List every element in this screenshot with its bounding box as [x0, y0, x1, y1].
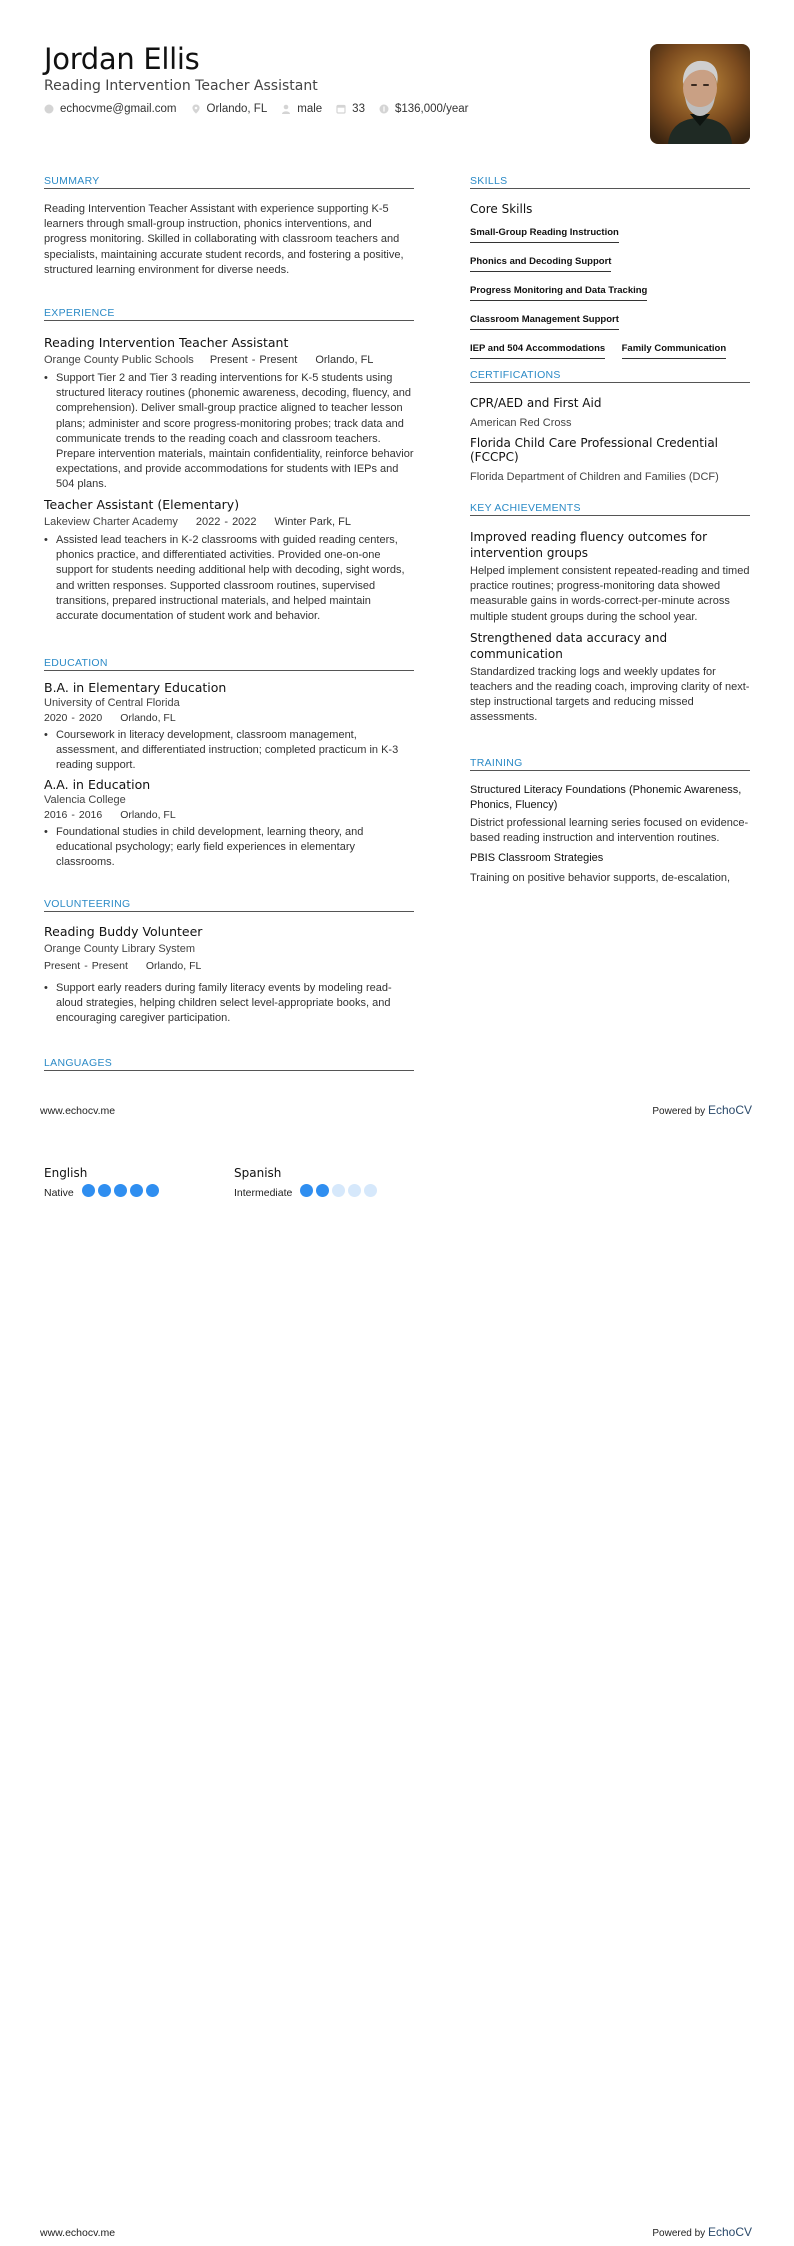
language-name: English [44, 1166, 88, 1180]
candidate-role: Reading Intervention Teacher Assistant [44, 78, 318, 94]
volunteer-title: Reading Buddy Volunteer [44, 924, 203, 939]
proficiency-dot-empty [332, 1184, 345, 1197]
training-heading: TRAINING [470, 757, 523, 769]
volunteer-meta [44, 960, 414, 972]
contact-row [44, 103, 483, 115]
proficiency-dot-empty [348, 1184, 361, 1197]
contact-email[interactable] [44, 103, 177, 115]
footer-url[interactable]: www.echocv.me [40, 2227, 116, 2239]
certification-issuer: Florida Department of Children and Families (DCF) [470, 471, 719, 483]
experience-item [44, 497, 414, 624]
skills-group-title: Core Skills [470, 202, 533, 216]
footer-powered-by [652, 1103, 752, 1117]
date-separator: - [224, 516, 229, 528]
edu-location: Orlando, FL [120, 809, 176, 821]
education-heading: EDUCATION [44, 657, 108, 669]
contact-salary [379, 103, 469, 115]
skill-tag: Small-Group Reading Instruction [470, 227, 619, 243]
candidate-name: Jordan Ellis [44, 42, 200, 76]
certifications-divider [470, 382, 750, 383]
volunteer-org: Orange County Library System [44, 943, 196, 955]
training-divider [470, 770, 750, 771]
certification-title: CPR/AED and First Aid [470, 396, 602, 410]
profile-photo [650, 44, 750, 144]
education-description: • Coursework in literacy development, classroom management, assessment, and differentiated instruction; completed practicum in K-3 reading support. [44, 728, 414, 774]
language-level: Native [44, 1187, 74, 1199]
job-description: • Assisted lead teachers in K-2 classrooms with guided reading centers, phonics practice, and differentiated activities. Provided one-on-one support for students needing additional help with decoding, sight words, and written responses. Supported classroom routines, supervised transitions, prepared instructional materials, and helped maintain accurate documentation of student work and behavior. [44, 533, 414, 624]
languages-heading: LANGUAGES [44, 1057, 113, 1069]
experience-item [44, 335, 414, 493]
date-separator: - [71, 809, 75, 821]
proficiency-dot-empty [364, 1184, 377, 1197]
contact-gender-text: male [297, 103, 323, 115]
training-text: District professional learning series focused on evidence-based reading instruction and intervention routines. [470, 817, 749, 845]
proficiency-dots [300, 1184, 380, 1202]
volunteering-item [44, 924, 414, 1027]
brand-logo: EchoCV [707, 1103, 752, 1117]
language-level-row [44, 1184, 204, 1202]
achievement-text: Helped implement consistent repeated-reading and timed practice routines; progress-monitoring data showed measurable gains in words-correct-per-minute across multiple student groups during the school year. [470, 565, 750, 623]
certification-title: Florida Child Care Professional Credential (FCCPC) [470, 436, 719, 464]
volunteer-start: Present [44, 960, 81, 972]
volunteer-description: • Support early readers during family literacy events by modeling read-aloud strategies, helping children select level-appropriate books, and encouraging caregiver participation. [44, 981, 414, 1027]
contact-email-text: echocvme@gmail.com [60, 103, 177, 115]
training-title: PBIS Classroom Strategies [470, 852, 604, 865]
school-name: University of Central Florida [44, 697, 180, 709]
job-end: Present [259, 354, 298, 366]
job-location: Winter Park, FL [274, 516, 351, 528]
person-icon [281, 104, 291, 114]
job-meta [44, 516, 414, 528]
edu-end: 2016 [78, 809, 103, 821]
skill-tag: Phonics and Decoding Support [470, 256, 611, 272]
contact-location-text: Orlando, FL [206, 103, 268, 115]
contact-age [336, 103, 365, 115]
experience-divider [44, 320, 414, 321]
achievement-title: Improved reading fluency outcomes for intervention groups [470, 530, 708, 560]
proficiency-dot-filled [82, 1184, 95, 1197]
proficiency-dot-filled [300, 1184, 313, 1197]
proficiency-dot-filled [316, 1184, 329, 1197]
job-end: 2022 [232, 516, 257, 528]
job-start: 2022 [195, 516, 221, 528]
salary-icon [379, 104, 389, 114]
achievement-title: Strengthened data accuracy and communication [470, 630, 668, 661]
achievements-heading: KEY ACHIEVEMENTS [470, 502, 581, 514]
edu-start: 2020 [44, 712, 68, 724]
language-level-row [234, 1184, 414, 1202]
contact-gender [281, 103, 322, 115]
date-separator: - [84, 960, 88, 972]
education-divider [44, 670, 414, 671]
location-icon [191, 104, 201, 114]
email-icon [44, 104, 54, 114]
skill-tag: Classroom Management Support [470, 314, 619, 330]
certifications-heading: CERTIFICATIONS [470, 369, 561, 381]
proficiency-dot-filled [98, 1184, 111, 1197]
edu-end: 2020 [78, 712, 103, 724]
summary-text: Reading Intervention Teacher Assistant with experience supporting K-5 learners through small-group instruction, phonics interventions, and progress monitoring. Skilled in collaborating with classroom teachers and specialists, maintaining accurate student records, and fostering a positive, structured learning environment for diverse needs. [44, 203, 404, 276]
language-item [234, 1166, 414, 1202]
powered-by-text: Powered by [652, 2228, 706, 2239]
proficiency-dot-filled [146, 1184, 159, 1197]
footer-url[interactable]: www.echocv.me [40, 1105, 116, 1117]
skill-tag: IEP and 504 Accommodations [470, 343, 605, 359]
edu-location: Orlando, FL [120, 712, 176, 724]
volunteer-location: Orlando, FL [145, 960, 202, 972]
education-meta [44, 809, 414, 821]
volunteering-heading: VOLUNTEERING [44, 898, 131, 910]
language-name: Spanish [234, 1166, 282, 1180]
proficiency-dot-filled [114, 1184, 127, 1197]
languages-divider [44, 1070, 414, 1071]
experience-heading: EXPERIENCE [44, 307, 115, 319]
job-meta [44, 354, 414, 366]
school-name: Valencia College [44, 794, 126, 806]
job-title: Reading Intervention Teacher Assistant [44, 335, 289, 350]
footer-powered-by [652, 2225, 752, 2239]
skills-block [470, 202, 750, 359]
education-item [44, 680, 414, 774]
achievements-divider [470, 515, 750, 516]
summary-divider [44, 188, 414, 189]
contact-location [191, 103, 268, 115]
volunteer-end: Present [91, 960, 128, 972]
achievements-block [470, 529, 750, 726]
date-separator: - [251, 354, 256, 366]
skill-tag: Family Communication [622, 343, 727, 359]
contact-age-text: 33 [352, 103, 365, 115]
job-start: Present [209, 354, 248, 366]
powered-by-text: Powered by [652, 1106, 706, 1117]
certification-issuer: American Red Cross [470, 417, 572, 429]
date-separator: - [71, 712, 75, 724]
achievement-text: Standardized tracking logs and weekly updates for teachers and the reading coach, improving clarity of next-step instructional targets and reducing missed assessments. [470, 665, 750, 724]
job-title: Teacher Assistant (Elementary) [44, 497, 240, 512]
brand-logo: EchoCV [707, 2225, 752, 2239]
education-description: • Foundational studies in child development, learning theory, and educational psychology; early field experiences in elementary classrooms. [44, 825, 414, 871]
skills-divider [470, 188, 750, 189]
language-level: Intermediate [234, 1187, 293, 1199]
job-location: Orlando, FL [315, 354, 374, 366]
skills-heading: SKILLS [470, 175, 508, 187]
job-description: • Support Tier 2 and Tier 3 reading interventions for K-5 students using structured literacy routines (phonemic awareness, decoding, fluency, and comprehension). Deliver small-group practice aligned to teacher lesson plans; administer and score progress-monitoring probes; track data and communicate trends to the reading coach and classroom teachers. Prepare intervention materials, maintain confidentiality, reinforce behavior expectations, and provide accommodations for students with IEPs and 504 plans. [44, 371, 414, 493]
education-meta [44, 712, 414, 724]
job-org: Lakeview Charter Academy [44, 516, 178, 528]
contact-salary-text: $136,000/year [394, 103, 469, 115]
volunteering-divider [44, 911, 414, 912]
training-title: Structured Literacy Foundations (Phonemic Awareness, Phonics, Fluency) [470, 784, 742, 811]
job-org: Orange County Public Schools [44, 354, 194, 366]
edu-start: 2016 [44, 809, 68, 821]
training-block [470, 783, 750, 887]
skill-tag: Progress Monitoring and Data Tracking [470, 285, 647, 301]
summary-heading: SUMMARY [44, 175, 100, 187]
education-item [44, 777, 414, 871]
proficiency-dots [82, 1184, 162, 1202]
degree-title: B.A. in Elementary Education [44, 680, 227, 695]
calendar-icon [336, 104, 346, 114]
training-text: Training on positive behavior supports, de-escalation, [470, 872, 731, 885]
certifications-block [470, 396, 750, 483]
portrait-image [650, 44, 750, 144]
proficiency-dot-filled [130, 1184, 143, 1197]
degree-title: A.A. in Education [44, 777, 151, 792]
language-item [44, 1166, 204, 1202]
